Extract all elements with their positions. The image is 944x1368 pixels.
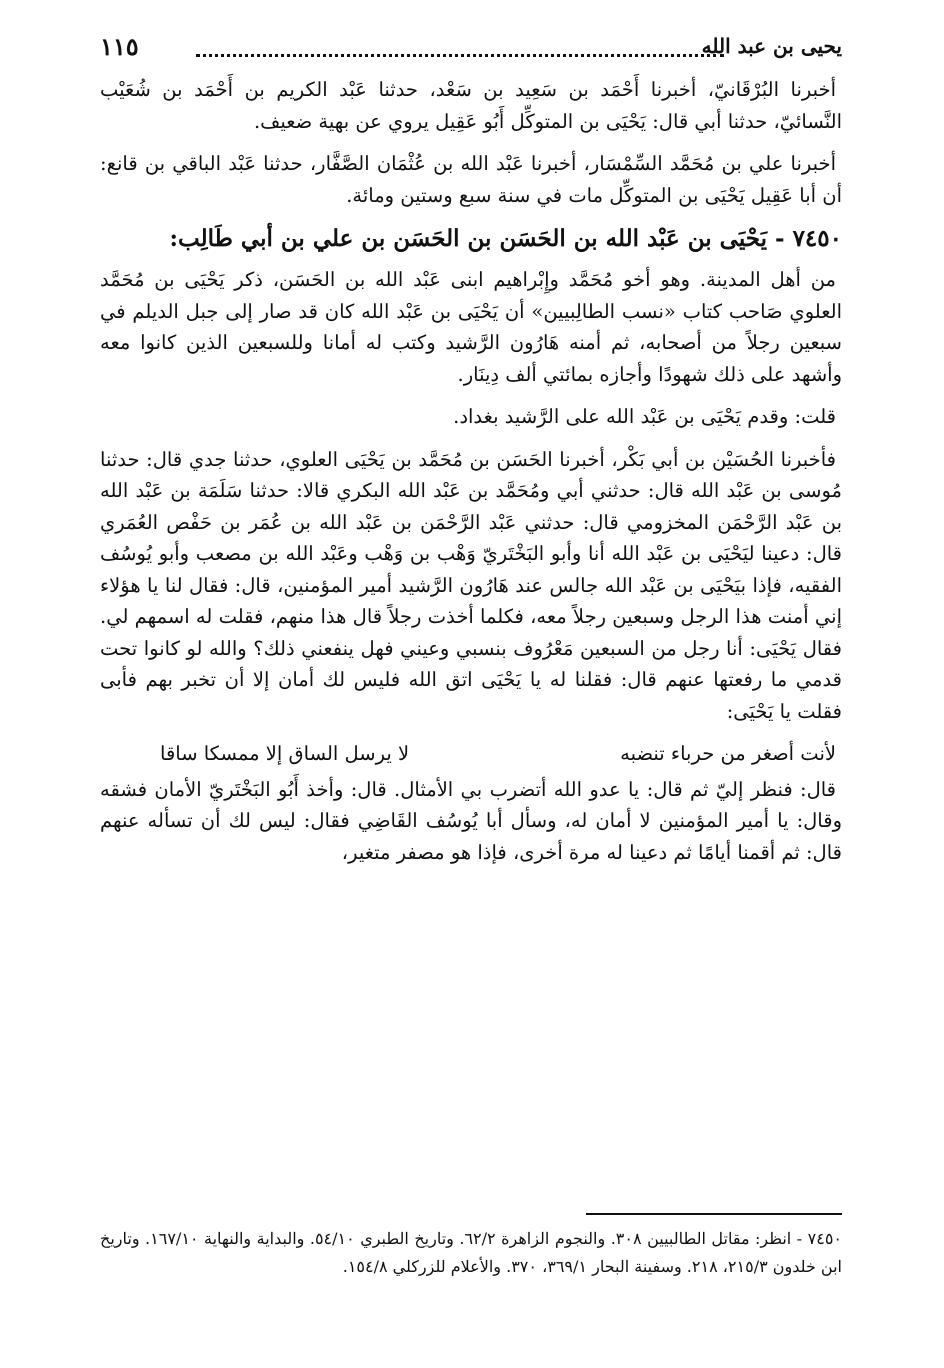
paragraph: أخبرنا البُرْقَانيّ، أخبرنا أَحْمَد بن سَعِيد بن سَعْد، حدثنا عَبْد الكريم بن أَحْمَد بن شُعَيْب النَّسائيّ، حدثنا أبي قال: يَحْيَى بن المتوكِّل أَبُو عَقِيل يروي عن بهية ضعيف. bbox=[100, 78, 842, 133]
main-text bbox=[100, 74, 842, 879]
verse-second-hemistich: لا يرسل الساق إلا ممسكا ساقا bbox=[160, 742, 410, 765]
paragraph: أخبرنا علي بن مُحَمَّد السِّمْسَار، أخبرنا عَبْد الله بن عُثْمَان الصَّفَّار، حدثنا عَبْد الباقي بن قانع: أن أبا عَقِيل يَحْيَى بن المتوكِّل مات في سنة سبع وستين ومائة. bbox=[100, 152, 842, 207]
running-title: يحيى بن عبد الله bbox=[701, 34, 842, 58]
page-header bbox=[100, 32, 842, 66]
paragraph: قلت: وقدم يَحْيَى بن عَبْد الله على الرَّشيد بغداد. bbox=[453, 405, 836, 428]
poetry-verse bbox=[100, 738, 842, 770]
page-number: ١١٥ bbox=[100, 32, 139, 61]
footnote bbox=[100, 1225, 842, 1281]
paragraph: فأخبرنا الحُسَيْن بن أبي بَكْر، أخبرنا الحَسَن بن مُحَمَّد بن يَحْيَى العلوي، حدثنا جدي قال: حدثنا مُوسى بن عَبْد الله قال: حدثني أبي ومُحَمَّد بن عَبْد الله البكري قالا: حدثنا سَلَمَة بن عَبْد الله بن عَبْد الرَّحْمَن المخزومي قال: حدثني عَبْد الرَّحْمَن بن عَبْد الله بن عُمَر بن حَفْص العُمَري قال: دعينا ليَحْيَى بن عَبْد الله أنا وأبو البَخْتَريّ وَهْب بن وَهْب وعَبْد الله بن مصعب وأبو يُوسُف الفقيه، فإذا بيَحْيَى بن عَبْد الله جالس عند هَارُون الرَّشيد أمير المؤمنين، قال: فقال لنا يا هؤلاء إني أمنت هذا الرجل وسبعين رجلاً معه، فكلما أخذت رجلاً قال هذا منهم، فقلت له اسمهم لي. فقال يَحْيَى: أنا رجل من السبعين مَعْرُوف بنسبي وعيني فهل ينفعني ذلك؟ والله لو كانوا تحت قدمي ما رفعتها عنهم قال: فقلنا له يا يَحْيَى اتق الله فليس لك أمان إلا أن تخبر بهم فأبى فقلت يا يَحْيَى: bbox=[100, 447, 842, 723]
verse-first-hemistich: لأنت أصغر من حرباء تنضبه bbox=[620, 742, 836, 765]
entry-heading: ٧٤٥٠ - يَحْيَى بن عَبْد الله بن الحَسَن بن الحَسَن بن علي بن أبي طَالِب: bbox=[169, 225, 842, 252]
footnote-text: ٧٤٥٠ - انظر: مقاتل الطالبيين ٣٠٨. والنجوم الزاهرة ٦٢/٢. وتاريخ الطبري ٥٤/١٠. والبداية والنهاية ١٦٧/١٠. وتاريخ ابن خلدون ٢١٥/٣، ٢١٨. وسفينة البحار ٣٦٩/١، ٣٧٠. والأعلام للزركلي ١٥٤/٨. bbox=[100, 1229, 843, 1276]
footnote-divider bbox=[586, 1213, 842, 1215]
paragraph: قال: فنظر إليّ ثم قال: يا عدو الله أتضرب بي الأمثال. قال: وأخذ أَبُو البَخْتَريّ الأمان فشقه وقال: يا أمير المؤمنين لا أمان له، وسأل أبا يُوسُف القَاضِي فقال: ليس لك أن تسأله عنهم قال: ثم أقمنا أيامًا ثم دعينا له مرة أخرى، فإذا هو مصفر متغير، bbox=[100, 777, 842, 864]
dotted-leader bbox=[196, 54, 724, 57]
paragraph: من أهل المدينة. وهو أخو مُحَمَّد وإِبْراهيم ابنى عَبْد الله بن الحَسَن، ذكر يَحْيَى بن مُحَمَّد العلوي صَاحب كتاب «نسب الطالِبيين» أن يَحْيَى بن عَبْد الله كان قد صار إلى جبل الديلم في سبعين رجلاً من أصحابه، ثم أمنه هَارُون الرَّشيد وكتب له أمانا وللسبعين الذين كانوا معه وأشهد على ذلك شهودًا وأجازه بمائتي ألف دِينَار. bbox=[100, 268, 842, 386]
